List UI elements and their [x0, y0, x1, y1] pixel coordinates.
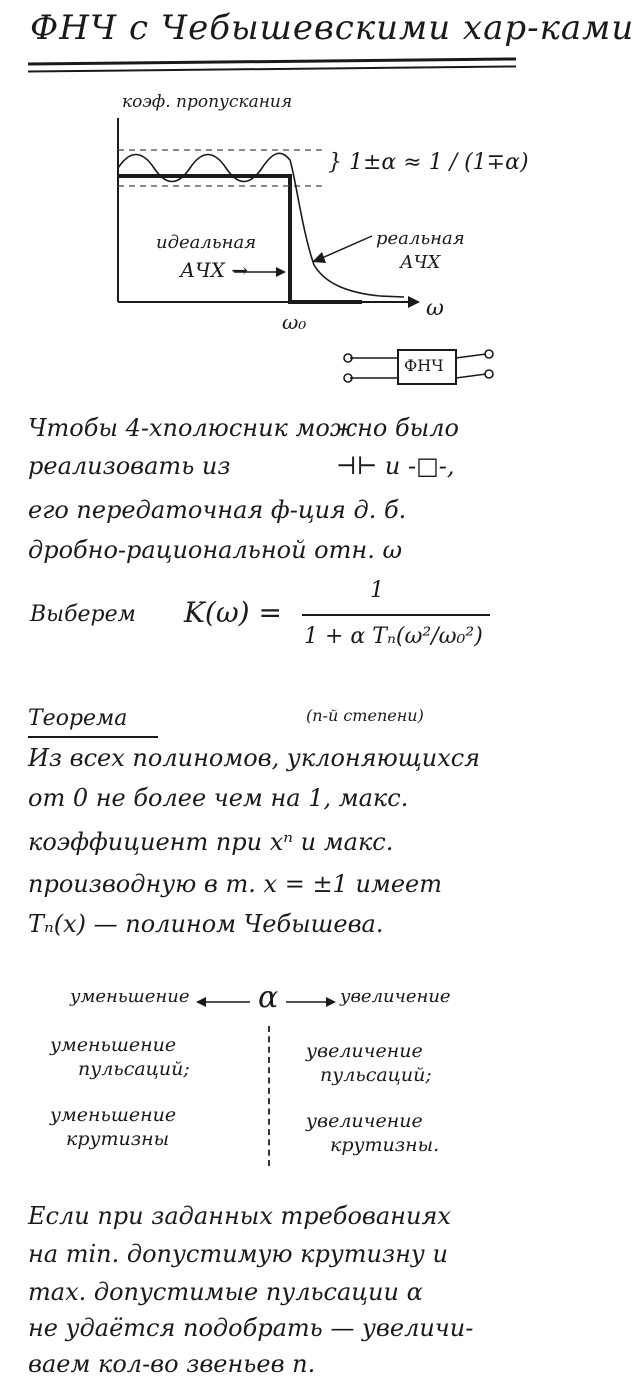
conclusion-line4: не удаётся подобрать — увеличи- [28, 1314, 474, 1342]
left-row1-a: уменьшение [50, 1034, 177, 1056]
para1-line4: дробно-рациональной отн. ω [28, 536, 403, 564]
right-row1-b: пульсаций; [320, 1064, 432, 1086]
left-row2-b: крутизны [66, 1128, 170, 1150]
conclusion-line1: Если при заданных требованиях [28, 1202, 451, 1230]
page-title: ФНЧ с Чебышевскими хар-ками [30, 8, 634, 48]
right-row1-a: увеличение [306, 1040, 423, 1062]
frequency-response-graph [0, 0, 550, 400]
real-label-1: реальная [376, 228, 465, 249]
right-row2-a: увеличение [306, 1110, 423, 1132]
theorem-heading: Теорема [28, 706, 128, 731]
ideal-label-2: АЧХ → [180, 258, 248, 282]
para1-line3: его передаточная ф-ция д. б. [28, 496, 407, 524]
formula-numerator: 1 [370, 578, 384, 603]
alpha-symbol: α [258, 980, 279, 1015]
x-axis-arrow [408, 296, 420, 308]
conclusion-line5: ваем кол-во звеньев n. [28, 1350, 316, 1378]
ideal-label-1: идеальная [156, 232, 257, 253]
formula-lhs: K(ω) = [184, 596, 282, 629]
left-row2-a: уменьшение [50, 1104, 177, 1126]
theorem-note: (n-й степени) [306, 706, 424, 725]
alpha-right-head: увеличение [340, 986, 451, 1007]
lpf-block-label: ФНЧ [404, 356, 444, 375]
theorem-line4: производную в т. x = ±1 имеет [28, 870, 442, 898]
formula-prefix: Выберем [30, 602, 136, 627]
theorem-line5: Tₙ(x) — полином Чебышева. [28, 910, 384, 938]
para1-line2-symbols: ⊣⊢ и -□-, [336, 452, 455, 480]
graph-ylabel: коэф. пропускания [122, 92, 293, 112]
theorem-line1: Из всех полиномов, уклоняющихся [28, 744, 481, 772]
right-row2-b: крутизны. [330, 1134, 440, 1156]
theorem-line3: коэффициент при xⁿ и макс. [28, 828, 394, 856]
theorem-line2: от 0 не более чем на 1, макс. [28, 784, 409, 812]
alpha-left-head: уменьшение [70, 986, 190, 1007]
conclusion-line2: на min. допустимую крутизну и [28, 1240, 448, 1268]
cutoff-label: ω₀ [282, 310, 307, 334]
conclusion-line3: max. допустимые пульсации α [28, 1278, 423, 1306]
para1-line2: реализовать из [28, 452, 231, 480]
real-label-2: АЧХ [400, 252, 441, 273]
alpha-table-divider [268, 1026, 270, 1166]
para1-line1: Чтобы 4-хполюсник можно было [28, 414, 459, 442]
theorem-heading-underline [28, 736, 158, 738]
ripple-formula: } 1±α ≈ 1 / (1∓α) [328, 150, 529, 175]
formula-fraction-bar [302, 614, 490, 616]
left-row1-b: пульсаций; [78, 1058, 190, 1080]
formula-denominator: 1 + α Tₙ(ω²/ω₀²) [304, 624, 483, 649]
graph-xlabel: ω [426, 296, 444, 321]
